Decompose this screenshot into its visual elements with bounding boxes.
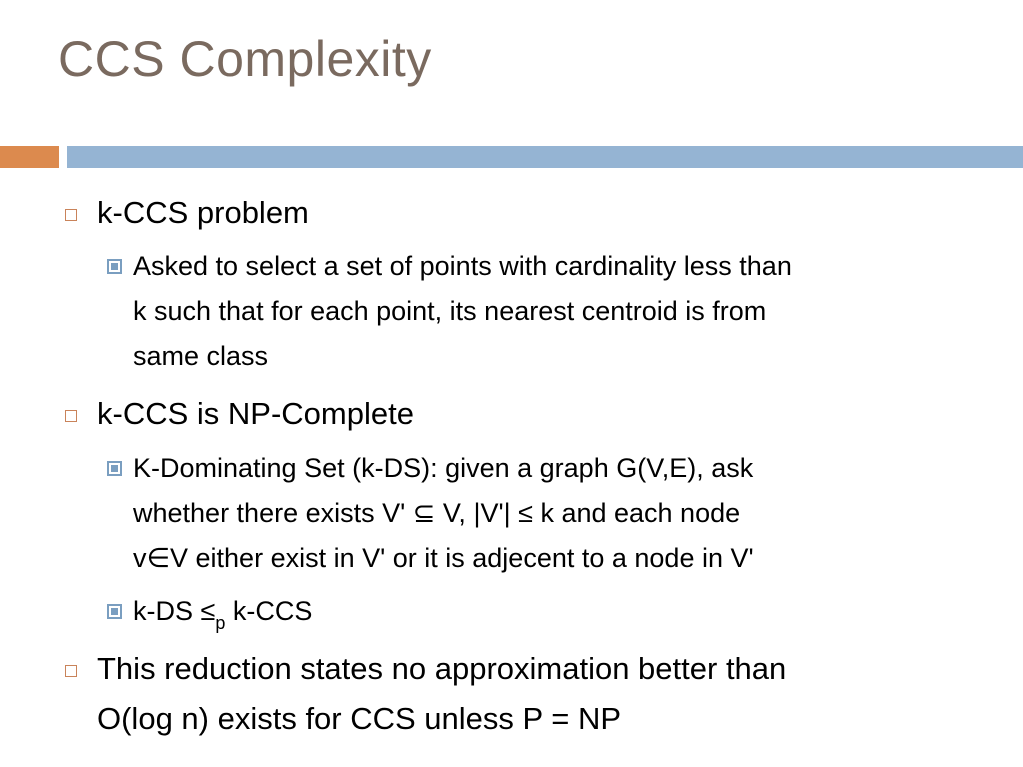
sub-bullet-line: same class	[133, 341, 269, 371]
bullet-line: This reduction states no approximation better than	[97, 651, 787, 686]
sub-bullet-line: K-Dominating Set (k-DS): given a graph G(V,E), ask	[133, 453, 754, 483]
slide-title: CCS Complexity	[58, 31, 432, 87]
bullet-np-complete: k-CCS is NP-Complete	[97, 396, 414, 431]
bullet-line: O(log n) exists for CCS unless P = NP	[97, 701, 622, 736]
sub-bullet-line: k such that for each point, its nearest centroid is from	[133, 296, 767, 326]
sub-bullet-reduction	[133, 589, 312, 646]
reduction-left: k-DS ≤	[133, 596, 216, 626]
bullet-square-icon	[65, 209, 77, 221]
reduction-right: k-CCS	[225, 596, 313, 626]
accent-bar-orange	[0, 146, 59, 168]
sub-bullet-square-icon	[107, 604, 122, 619]
sub-bullet-square-icon	[107, 259, 122, 274]
bullet-square-icon	[65, 665, 77, 677]
bullet-k-ccs-problem: k-CCS problem	[97, 195, 309, 230]
sub-bullet-square-icon	[107, 461, 122, 476]
bullet-square-icon	[65, 410, 77, 422]
accent-bar-blue	[67, 146, 1023, 168]
sub-bullet-line: whether there exists V' ⊆ V, |V'| ≤ k and each node	[133, 498, 741, 528]
sub-bullet-line: v∈V either exist in V' or it is adjecent to a node in V'	[133, 543, 754, 573]
reduction-subscript: p	[215, 613, 226, 633]
sub-bullet-line: Asked to select a set of points with cardinality less than	[133, 251, 792, 281]
